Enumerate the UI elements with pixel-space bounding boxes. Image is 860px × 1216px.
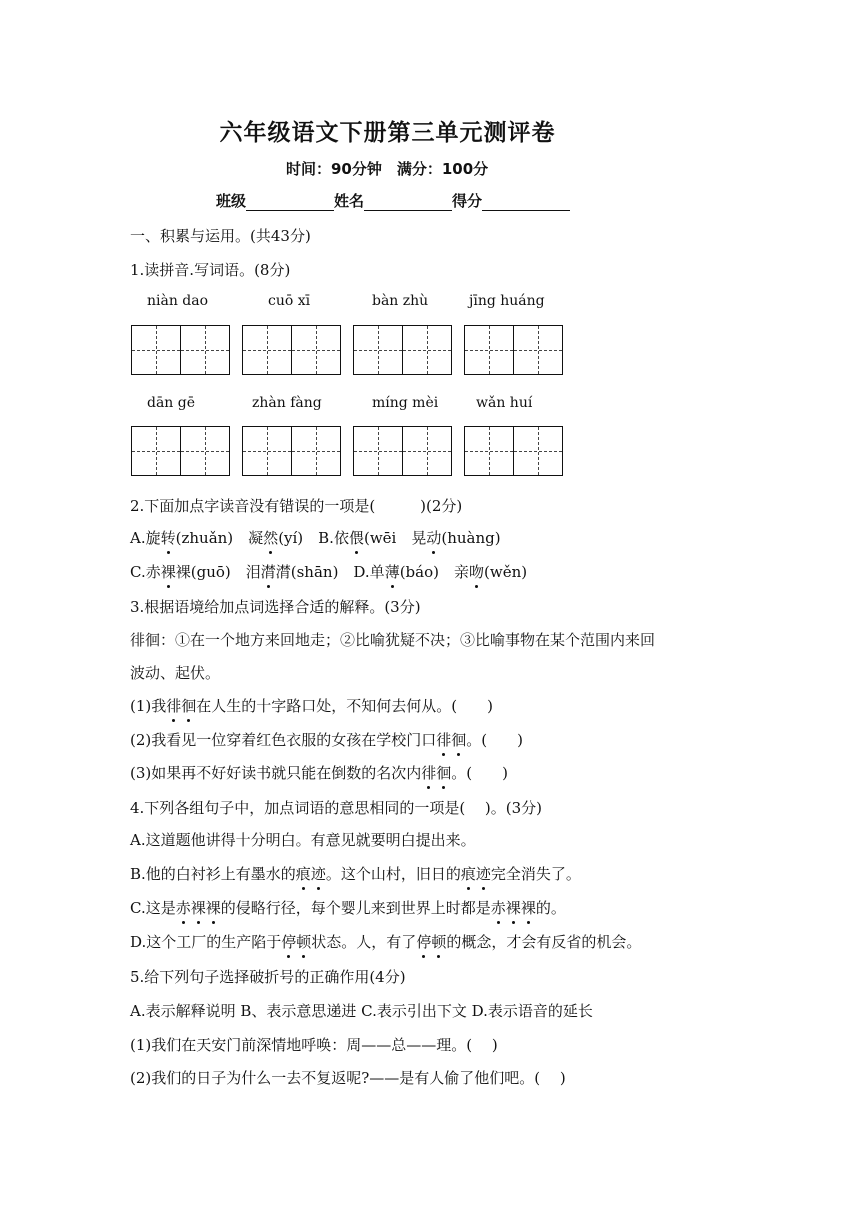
question-4-title: 4.下列各组句子中，加点词语的意思相同的一项是( )。(3分) [130, 799, 543, 817]
score-blank[interactable] [482, 194, 570, 211]
pinyin-1: niàn dao [147, 293, 209, 309]
question-3-sentence-3: (3)如果再不好好读书就只能在倒数的名次内徘徊。( ) [130, 764, 508, 782]
name-blank[interactable] [364, 194, 452, 211]
question-2-title: 2.下面加点字读音没有错误的一项是( )(2分) [130, 497, 463, 515]
question-5-sentence-1: (1)我们在天安门前深情地呼唤：周——总——理。( ) [130, 1036, 498, 1054]
question-1-title: 1.读拼音.写词语。(8分) [130, 261, 291, 279]
class-label: 班级 [216, 192, 247, 210]
question-3-sentence-2: (2)我看见一位穿着红色衣服的女孩在学校门口徘徊。( ) [130, 731, 523, 749]
question-2-option-ab: A.旋转(zhuǎn) 凝然(yí) B.依偎(wēi 晃动(huàng) [130, 529, 501, 547]
question-4-option-b: B.他的白衬衫上有墨水的痕迹。这个山村，旧日的痕迹完全消失了。 [130, 865, 581, 883]
writing-grid[interactable] [131, 325, 230, 375]
question-3-sentence-1: (1)我徘徊在人生的十字路口处，不知何去何从。( ) [130, 697, 493, 715]
question-5-sentence-2: (2)我们的日子为什么一去不复返呢?——是有人偷了他们吧。( ) [130, 1069, 566, 1087]
pinyin-5: dān gē [147, 395, 196, 411]
pinyin-2: cuō xī [268, 293, 311, 309]
pinyin-7: míng mèi [372, 395, 439, 411]
pinyin-6: zhàn fàng [252, 395, 322, 411]
question-4-option-a: A.这道题他讲得十分明白。有意见就要明白提出来。 [130, 831, 476, 849]
writing-grid[interactable] [464, 325, 563, 375]
page-title: 六年级语文下册第三单元测评卷 [219, 120, 556, 146]
name-label: 姓名 [334, 192, 365, 210]
section-heading: 一、积累与运用。(共43分) [130, 227, 311, 245]
question-3-title: 3.根据语境给加点词选择合适的解释。(3分) [130, 598, 421, 616]
question-2-option-cd: C.赤裸裸(guō) 泪潸潸(shān) D.单薄(báo) 亲吻(wěn) [130, 563, 528, 581]
question-4-option-c: C.这是赤裸裸的侵略行径，每个婴儿来到世界上时都是赤裸裸的。 [130, 899, 566, 917]
student-info-line [216, 190, 570, 211]
writing-grid[interactable] [242, 325, 341, 375]
question-5-options: A.表示解释说明 B、表示意思递进 C.表示引出下文 D.表示语音的延长 [130, 1002, 593, 1020]
question-4-option-d: D.这个工厂的生产陷于停顿状态。人，有了停顿的概念，才会有反省的机会。 [130, 933, 642, 951]
writing-grid[interactable] [353, 325, 452, 375]
pinyin-3: bàn zhù [372, 293, 429, 309]
score-label: 得分 [452, 192, 483, 210]
writing-grid[interactable] [464, 426, 563, 476]
writing-grid[interactable] [242, 426, 341, 476]
definition-line-1: 徘徊：①在一个地方来回地走；②比喻犹疑不决；③比喻事物在某个范围内来回 [130, 631, 656, 649]
question-5-title: 5.给下列句子选择破折号的正确作用(4分) [130, 968, 406, 986]
writing-grid[interactable] [131, 426, 230, 476]
writing-grid[interactable] [353, 426, 452, 476]
pinyin-8: wǎn huí [476, 395, 533, 411]
pinyin-4: jīng huáng [469, 293, 545, 309]
exam-subtitle: 时间：90分钟 满分：100分 [286, 160, 489, 178]
definition-line-2: 波动、起伏。 [130, 664, 221, 682]
class-blank[interactable] [246, 194, 334, 211]
